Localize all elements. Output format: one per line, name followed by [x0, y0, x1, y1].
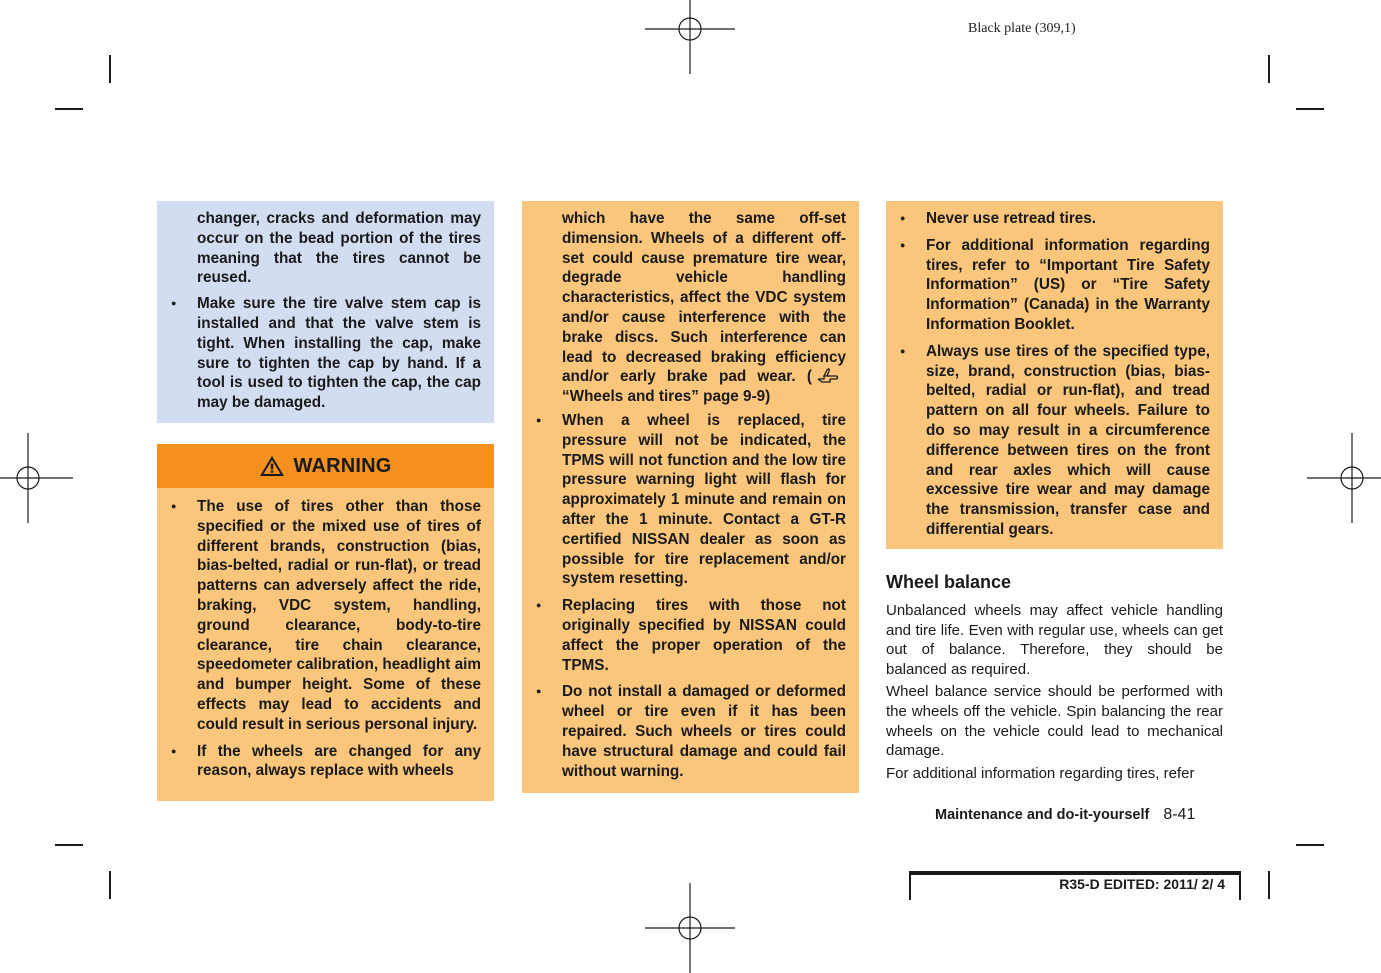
- warning-list: [899, 209, 1210, 540]
- caution-intro: changer, cracks and deformation may occur on the bead portion of the tires meaning that the tires cannot be reused.: [197, 210, 481, 287]
- list-item: ● Never use retread tires.: [899, 209, 1210, 229]
- body-paragraph: Unbalanced wheels may affect vehicle handling and tire life. Even with regular use, wheels can get out of balance. Therefore, they should be balanced as required.: [886, 602, 1223, 678]
- list-item: ● The use of tires other than those specified or the mixed use of tires of different brands, construction (bias, bias-belted, radial or run-flat), or tread patterns can adversely affect the ride, braking, VDC system, handling, ground clearance, body-to-tire clearance, tire chain clearance, speedometer calibration, headlight aim and bumper height. Some of these effects may lead to accidents and could result in serious personal injury.: [170, 497, 481, 735]
- warning-title: WARNING: [293, 454, 392, 477]
- list-item: ● Do not install a damaged or deformed wheel or tire even if it has been repaired. Such wheels or tires could have structural damage and could fail without warning.: [535, 682, 846, 781]
- column-middle: [522, 201, 859, 793]
- warning-body-continued: [886, 201, 1223, 549]
- list-item: ● If the wheels are changed for any reason, always replace with wheels: [170, 742, 481, 782]
- wheel-balance-section: [886, 572, 1223, 783]
- column-right: [886, 201, 1223, 786]
- crop-mark: [1296, 108, 1324, 110]
- list-item: ● Make sure the tire valve stem cap is installed and that the valve stem is tight. When installing the cap, make sure to tighten the cap by hand. If a tool is used to tighten the cap, the cap may be damaged.: [170, 294, 481, 413]
- list-item: ● Always use tires of the specified type, size, brand, construction (bias, bias-belted, radial or run-flat), and tread pattern on all four wheels. Failure to do so may result in a circumference difference between tires on the front and rear axles which will cause excessive tire wear and may damage the transmission, transfer case and differential gears.: [899, 342, 1210, 540]
- warning-triangle-icon: [259, 455, 285, 477]
- reference-text: “Wheels and tires” page 9-9): [562, 388, 771, 406]
- crop-mark: [1268, 871, 1270, 899]
- warning-list: [535, 411, 846, 781]
- caution-list: [170, 294, 481, 413]
- warning-body: [157, 488, 494, 801]
- page-reference-icon: [816, 367, 842, 383]
- body-paragraph: For additional information regarding tires, refer: [886, 764, 1195, 782]
- edited-stamp: R35-D EDITED: 2011/ 2/ 4: [909, 871, 1241, 900]
- registration-mark-icon: [0, 433, 73, 523]
- plate-label: Black plate (309,1): [968, 21, 1076, 36]
- list-item: ● When a wheel is replaced, tire pressure will not be indicated, the TPMS will not function and the low tire pressure warning light will flash for approximately 1 minute and remain on after the 1 minute. Contact a GT-R certified NISSAN dealer as soon as possible for tire replacement and/or system resetting.: [535, 411, 846, 589]
- registration-mark-icon: [1307, 433, 1381, 523]
- crop-mark: [109, 871, 111, 899]
- warning-box: [157, 444, 494, 801]
- crop-mark: [1268, 55, 1270, 83]
- page-number: 8-41: [1163, 806, 1196, 823]
- crop-mark: [55, 844, 83, 846]
- warning-body-continued: [522, 201, 859, 793]
- continued-text: which have the same off-set dimension. Wheels of a different off-set could cause premature tire wear, degrade vehicle handling characteristics, affect the VDC system and/or cause interference with the brake discs. Such interference can lead to decreased braking efficiency and/or early brake pad wear. (: [562, 210, 846, 386]
- section-name: Maintenance and do-it-yourself: [935, 807, 1150, 823]
- registration-mark-icon: [645, 0, 735, 74]
- page-footer: [935, 806, 1195, 824]
- warning-list: [170, 497, 481, 781]
- column-left: [157, 201, 494, 801]
- warning-header: [157, 444, 494, 488]
- registration-mark-icon: [645, 883, 735, 973]
- section-heading: Wheel balance: [886, 572, 1012, 592]
- warning-continued-text: [535, 209, 846, 407]
- list-item: ● Replacing tires with those not originally specified by NISSAN could affect the proper operation of the TPMS.: [535, 596, 846, 675]
- caution-box: [157, 201, 494, 423]
- crop-mark: [109, 55, 111, 83]
- crop-mark: [55, 108, 83, 110]
- crop-mark: [1296, 844, 1324, 846]
- list-item: ● For additional information regarding tires, refer to “Important Tire Safety Information” (US) or “Tire Safety Information” (Canada) in the Warranty Information Booklet.: [899, 236, 1210, 335]
- body-paragraph: Wheel balance service should be performed with the wheels off the vehicle. Spin balancing the rear wheels on the vehicle could lead to mechanical damage.: [886, 683, 1223, 760]
